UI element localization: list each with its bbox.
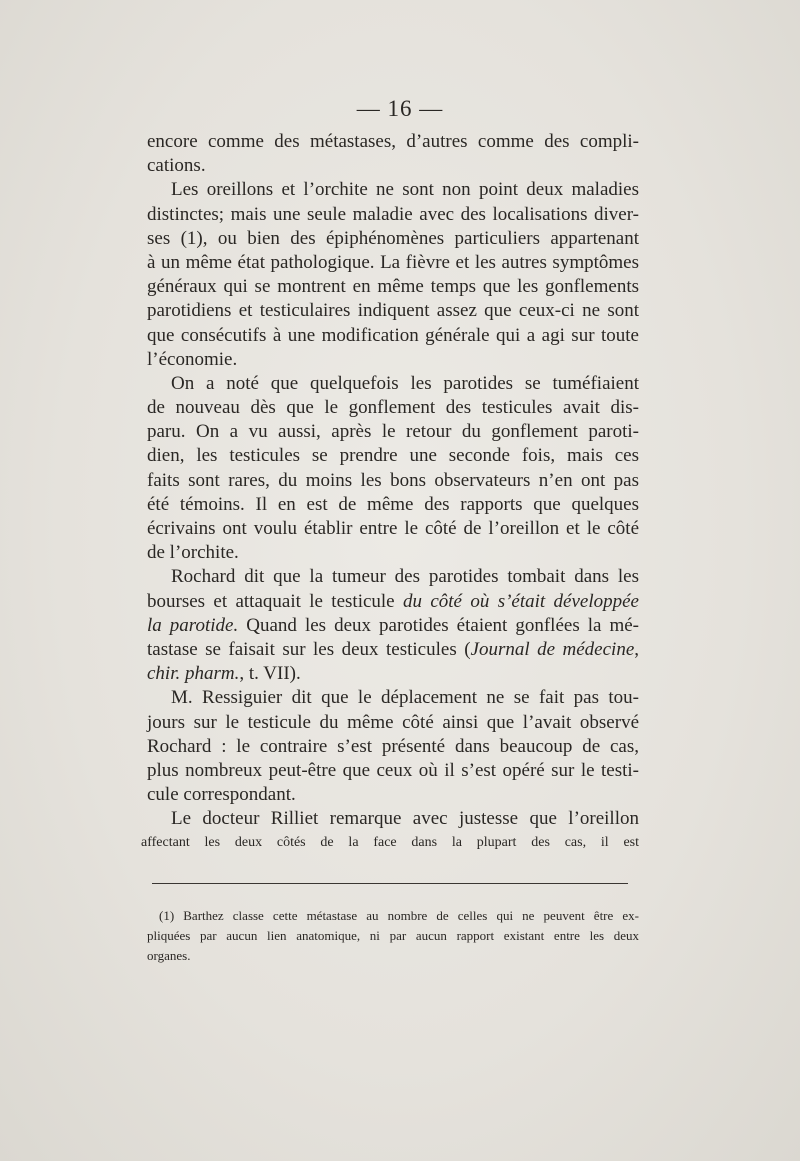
italic-phrase: la parotide. (147, 614, 239, 636)
footnote-line: pliquées par aucun lien anatomique, ni par aucun rapport existant entre les deux (147, 928, 639, 943)
text-line: l’économie. (147, 348, 238, 370)
text-line: affectant les deux côtés de la face dans la plupart des cas, il est (141, 835, 639, 851)
text-line: ses (1), ou bien des épiphénomènes particuliers appartenant (147, 227, 639, 249)
text-line (147, 590, 639, 614)
text-line: Le docteur Rilliet remarque avec justesse que l’oreillon (171, 808, 639, 830)
page-number: — 16 — (356, 96, 444, 121)
text-line: de nouveau dès que le gonflement des testicules avait dis- (147, 397, 639, 419)
text-line (147, 614, 639, 638)
journal-title: chir. pharm. (147, 663, 240, 685)
text-segment: bourses et attaquait le testicule (147, 590, 395, 612)
text-line: Les oreillons et l’orchite ne sont non point deux maladies (171, 179, 639, 201)
text-line: On a noté que quelquefois les parotides se tuméfiaient (171, 372, 639, 394)
footnote-rule (152, 883, 628, 884)
text-line: de l’orchite. (147, 542, 239, 564)
footnote (147, 906, 639, 966)
body-text (141, 130, 640, 856)
text-line: généraux qui se montrent en même temps que les gonflements (147, 276, 639, 298)
text-line (147, 638, 639, 662)
journal-title: Journal de médecine (470, 638, 635, 660)
text-line: Rochard dit que la tumeur des parotides tombait dans les (171, 566, 639, 588)
text-line: que consécutifs à une modification générale qui a agi sur toute (147, 324, 639, 346)
text-line: été témoins. Il en est de même des rapports que quelques (147, 493, 639, 515)
text-line: Rochard : le contraire s’est présenté dans beaucoup de cas, (147, 735, 639, 757)
text-line: cule correspondant. (147, 784, 296, 806)
text-line: à un même état pathologique. La fièvre et les autres symptômes (147, 251, 639, 273)
text-segment: tastase se faisait sur les deux testicules ( (147, 638, 471, 660)
text-line: M. Ressiguier dit que le déplacement ne se fait pas tou- (171, 687, 639, 709)
italic-phrase: du côté où s’était développée (402, 590, 639, 612)
text-segment: , (634, 638, 640, 660)
text-line (147, 662, 639, 686)
text-line: distinctes; mais une seule maladie avec des localisations diver- (147, 203, 639, 225)
text-line: jours sur le testicule du même côté ainsi que l’avait observé (147, 711, 639, 733)
text-line: cations. (147, 155, 206, 177)
text-line: paru. On a vu aussi, après le retour du gonflement paroti- (147, 421, 639, 443)
footnote-line: organes. (147, 948, 191, 963)
footnote-line: (1) Barthez classe cette métastase au nombre de celles qui ne peuvent être ex- (159, 908, 639, 923)
text-line: parotidiens et testiculaires indiquent assez que ceux-ci ne sont (147, 300, 639, 322)
text-line: écrivains ont voulu établir entre le côté de l’oreillon et le côté (147, 518, 639, 539)
text-segment: Quand les deux parotides étaient gonflées la mé- (246, 614, 640, 636)
text-line: faits sont rares, du moins les bons observateurs n’en ont pas (147, 469, 639, 491)
text-line: plus nombreux peut-être que ceux où il s’est opéré sur le testi- (147, 759, 639, 781)
text-segment: , t. VII). (239, 663, 301, 685)
text-line: dien, les testicules se prendre une seconde fois, mais ces (147, 445, 639, 467)
text-line: encore comme des métastases, d’autres comme des compli- (147, 131, 639, 152)
